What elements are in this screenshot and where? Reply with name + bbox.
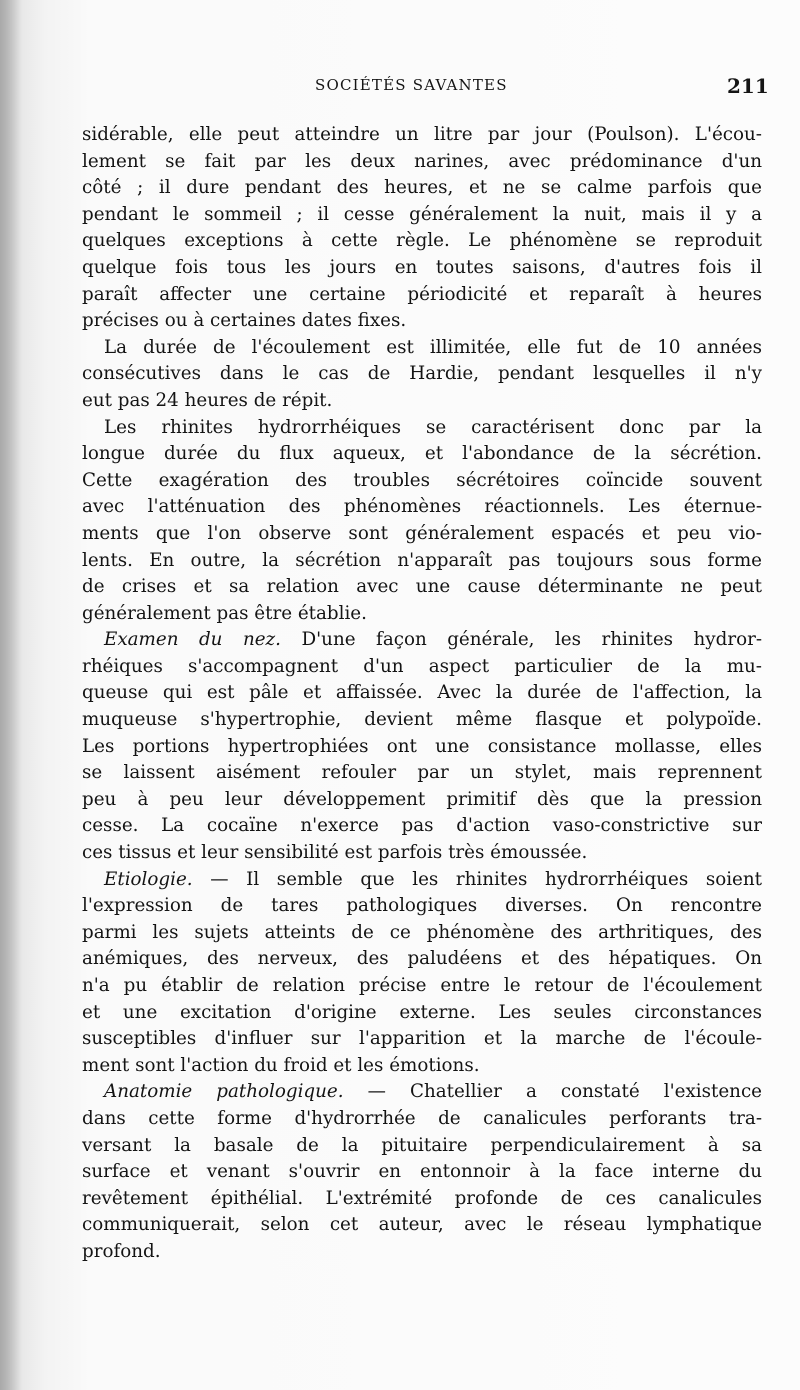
text-line: revêtement épithélial. L'extrémité profonde de ces canalicules (82, 1187, 762, 1209)
text-line: quelque fois tous les jours en toutes saisons, d'autres fois il (82, 256, 762, 278)
text-line: sidérable, elle peut atteindre un litre par jour (Poulson). L'écou- (82, 124, 762, 145)
text-line: susceptibles d'influer sur l'apparition et la marche de l'écoule- (82, 1028, 762, 1050)
text-line: muqueuse s'hypertrophie, devient même flasque et polypoïde. (82, 709, 762, 731)
text-line: lents. En outre, la sécrétion n'apparaît pas toujours sous forme (82, 549, 762, 571)
section-heading-anatomie: Anatomie pathologique. (104, 1081, 344, 1103)
text-line: communiquerait, selon cet auteur, avec le réseau lymphatique (82, 1214, 762, 1236)
text-line: Les portions hypertrophiées ont une consistance mollasse, elles (82, 735, 762, 757)
page-header (0, 74, 800, 104)
text-line: Les rhinites hydrorrhéiques se caractérisent donc par la (104, 416, 762, 438)
text-line: n'a pu établir de relation précise entre le retour de l'écoulement (82, 975, 762, 996)
text-line: quelques exceptions à cette règle. Le phénomène se reproduit (82, 230, 762, 252)
text-line: eut pas 24 heures de répit. (82, 389, 333, 411)
text-line: consécutives dans le cas de Hardie, pendant lesquelles il n'y (82, 363, 762, 385)
text-line: queuse qui est pâle et affaissée. Avec la durée de l'affection, la (82, 682, 762, 704)
text-line-rest: — Il semble que les rhinites hydrorrhéiques soient (210, 868, 762, 890)
text-line: ment sont l'action du froid et les émotions. (82, 1054, 480, 1076)
text-line: pendant le sommeil ; il cesse généralement la nuit, mais il y a (82, 203, 762, 225)
running-title: SOCIÉTÉS SAVANTES (315, 76, 508, 94)
text-line: cesse. La cocaïne n'exerce pas d'action vaso-constrictive sur (82, 815, 762, 837)
text-line: ces tissus et leur sensibilité est parfois très émoussée. (82, 842, 588, 864)
section-heading-examen: Examen du nez. (104, 629, 281, 651)
text-line: côté ; il dure pendant des heures, et ne se calme parfois que (82, 177, 762, 199)
text-line-rest: D'une façon générale, les rhinites hydror- (301, 629, 762, 651)
text-line: longue durée du flux aqueux, et l'abondance de la sécrétion. (82, 443, 762, 465)
text-line: rhéiques s'accompagnent d'un aspect particulier de la mu- (82, 655, 762, 677)
text-line: peu à peu leur développement primitif dès que la pression (82, 788, 762, 810)
text-line: se laissent aisément refouler par un stylet, mais reprennent (82, 762, 762, 784)
text-line: anémiques, des nerveux, des paludéens et des hépatiques. On (82, 948, 762, 970)
page-number: 211 (727, 74, 769, 98)
body-text (82, 122, 762, 1266)
binding-shadow (0, 0, 22, 1390)
text-line (82, 627, 762, 654)
text-line: La durée de l'écoulement est illimitée, elle fut de 10 années (104, 336, 762, 358)
text-line: précises ou à certaines dates fixes. (82, 310, 407, 332)
text-line (82, 867, 762, 894)
text-line: surface et venant s'ouvrir en entonnoir à la face interne du (82, 1161, 762, 1183)
text-line: Cette exagération des troubles sécrétoires coïncide souvent (82, 469, 762, 491)
text-line (82, 1079, 762, 1106)
text-line: profond. (82, 1240, 161, 1262)
text-line: parmi les sujets atteints de ce phénomène des arthritiques, des (82, 921, 762, 943)
text-line: dans cette forme d'hydrorrhée de canalicules perforants tra- (82, 1107, 762, 1129)
text-line: et une excitation d'origine externe. Les seules circonstances (82, 1001, 762, 1023)
text-line: lement se fait par les deux narines, avec prédominance d'un (82, 150, 762, 172)
section-heading-etiologie: Etiologie. (104, 868, 193, 890)
text-line-rest: — Chatellier a constaté l'existence (367, 1081, 763, 1103)
text-line: versant la basale de la pituitaire perpendiculairement à sa (82, 1134, 762, 1156)
text-line: l'expression de tares pathologiques diverses. On rencontre (82, 895, 762, 917)
text-line: de crises et sa relation avec une cause déterminante ne peut (82, 576, 762, 598)
text-line: avec l'atténuation des phénomènes réactionnels. Les éternue- (82, 496, 762, 518)
text-line: ments que l'on observe sont généralement espacés et peu vio- (82, 522, 762, 544)
text-line: généralement pas être établie. (82, 602, 367, 624)
text-line: paraît affecter une certaine périodicité et reparaît à heures (82, 283, 762, 305)
